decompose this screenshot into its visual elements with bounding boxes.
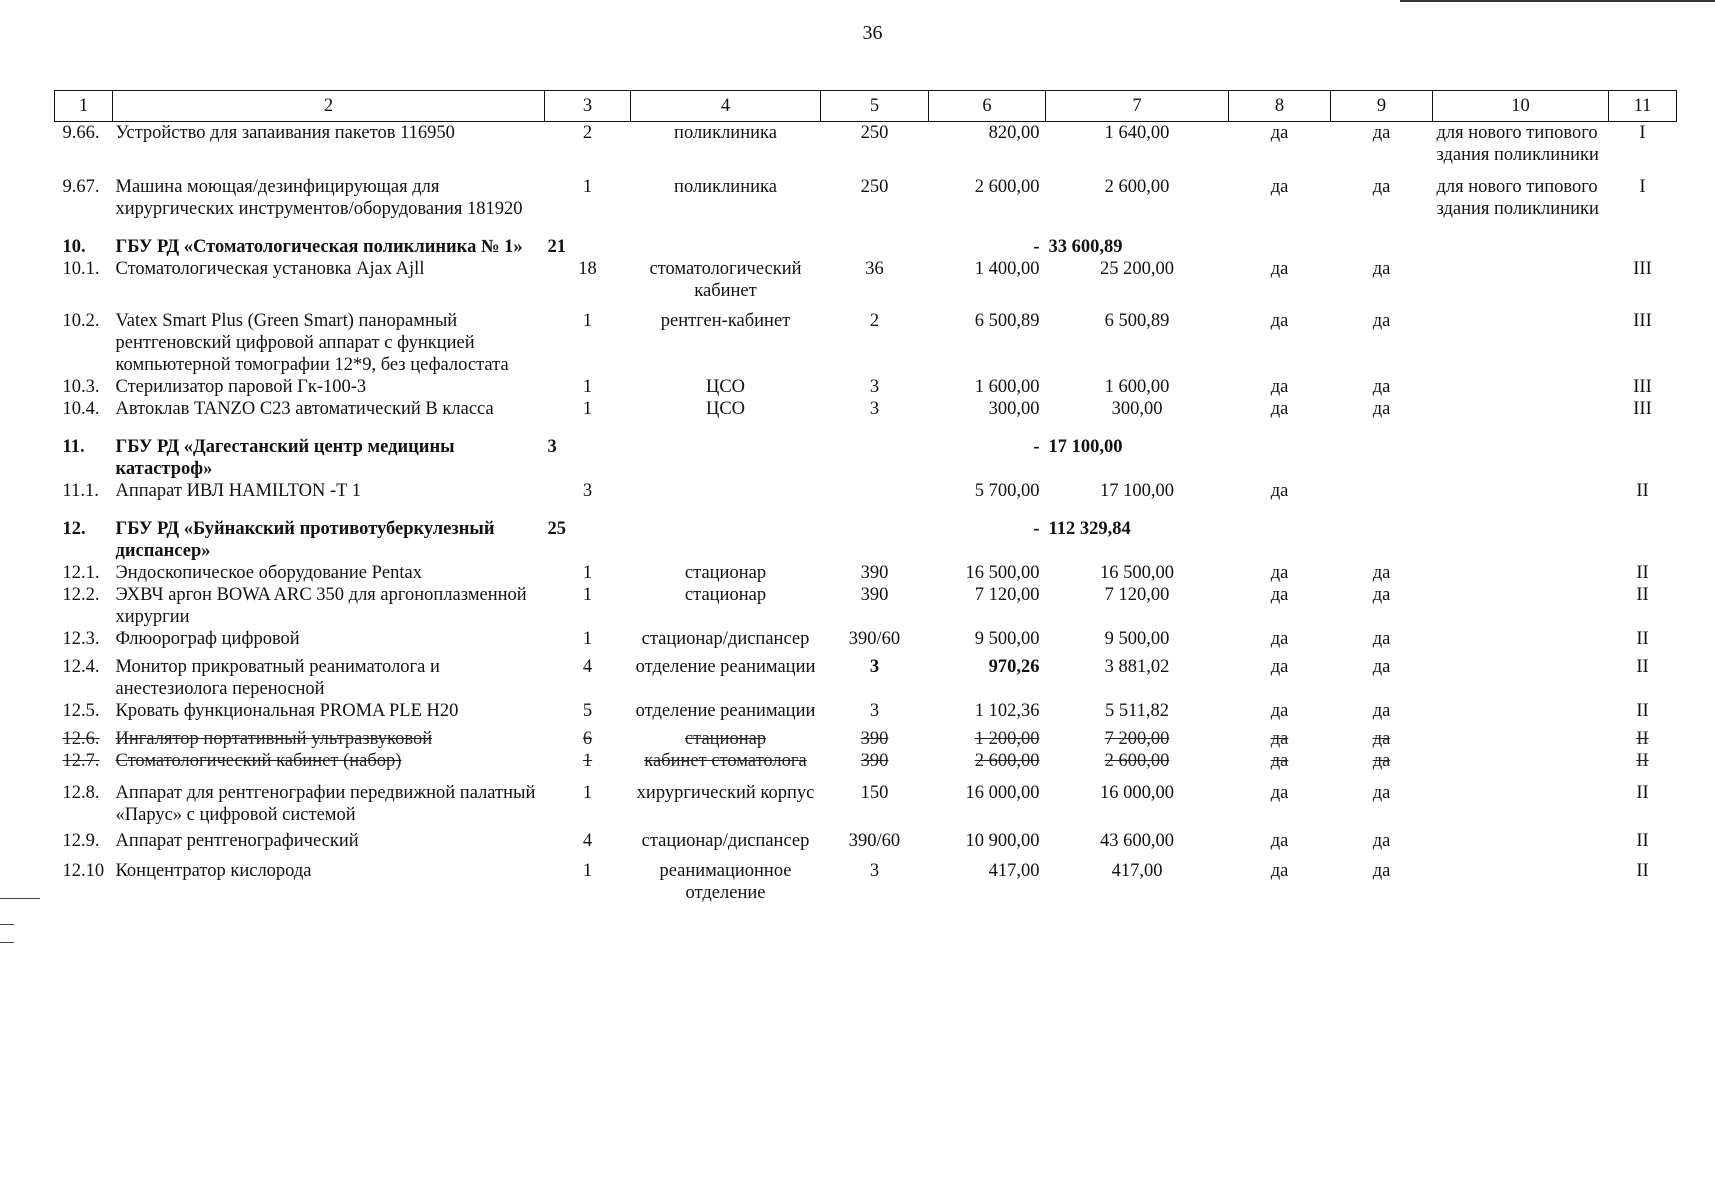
row-number: 11. bbox=[62, 437, 85, 457]
equipment-name: Концентратор кислорода bbox=[115, 861, 312, 881]
note bbox=[1433, 398, 1609, 420]
column-8-flag: да bbox=[1270, 729, 1289, 749]
row-number: 10.2. bbox=[62, 311, 100, 331]
group-row bbox=[55, 420, 1677, 480]
unit-price: 5 700,00 bbox=[974, 481, 1040, 501]
column-8-flag: да bbox=[1270, 657, 1289, 677]
column-header: 8 bbox=[1229, 91, 1331, 122]
column-9-flag bbox=[1331, 220, 1433, 258]
column-8-flag: да bbox=[1270, 563, 1289, 583]
note bbox=[1433, 220, 1609, 258]
placement: стационар/диспансер bbox=[641, 629, 810, 649]
placement: стационар bbox=[684, 729, 767, 749]
note bbox=[1433, 772, 1609, 826]
column-9-flag: да bbox=[1372, 259, 1391, 279]
unit-price: 16 000,00 bbox=[965, 783, 1040, 803]
area bbox=[821, 220, 929, 258]
column-8-flag: да bbox=[1270, 783, 1289, 803]
column-8-flag: да bbox=[1270, 585, 1289, 605]
total-cost: 1 600,00 bbox=[1104, 377, 1170, 397]
class: II bbox=[1636, 783, 1649, 803]
row-number: 10. bbox=[62, 237, 86, 257]
table-row bbox=[55, 650, 1677, 700]
quantity: 1 bbox=[582, 783, 593, 803]
quantity: 4 bbox=[582, 831, 593, 851]
row-number: 12.7. bbox=[62, 751, 100, 771]
table-row bbox=[55, 826, 1677, 852]
quantity: 1 bbox=[582, 377, 593, 397]
note: для нового типового здания поликлиники bbox=[1436, 177, 1599, 219]
column-9-flag: да bbox=[1372, 585, 1391, 605]
unit-price: 2 600,00 bbox=[974, 751, 1040, 771]
quantity: 6 bbox=[582, 729, 593, 749]
total-cost: 2 600,00 bbox=[1104, 177, 1170, 197]
note bbox=[1433, 750, 1609, 772]
class: II bbox=[1636, 751, 1649, 771]
class: II bbox=[1636, 481, 1649, 501]
unit-price: 6 500,89 bbox=[974, 311, 1040, 331]
total-cost: 112 329,84 bbox=[1048, 519, 1131, 539]
row-number: 12.4. bbox=[62, 657, 100, 677]
quantity: 1 bbox=[582, 177, 593, 197]
page-number: 36 bbox=[862, 22, 883, 44]
total-cost: 9 500,00 bbox=[1104, 629, 1170, 649]
note bbox=[1433, 826, 1609, 852]
class: II bbox=[1636, 657, 1649, 677]
column-9-flag: да bbox=[1372, 861, 1391, 881]
column-header: 2 bbox=[113, 91, 545, 122]
equipment-name: Аппарат ИВЛ HAMILTON -T 1 bbox=[115, 481, 361, 501]
equipment-name: Аппарат рентгенографический bbox=[115, 831, 359, 851]
equipment-name: Стерилизатор паровой Гк-100-3 bbox=[115, 377, 367, 397]
column-8-flag bbox=[1229, 420, 1331, 480]
column-8-flag: да bbox=[1270, 377, 1289, 397]
class: II bbox=[1636, 629, 1649, 649]
placement bbox=[631, 502, 821, 562]
row-number: 10.3. bbox=[62, 377, 100, 397]
total-cost: 5 511,82 bbox=[1104, 701, 1170, 721]
area: 3 bbox=[869, 399, 880, 419]
quantity: 5 bbox=[582, 701, 593, 721]
quantity: 1 bbox=[582, 585, 593, 605]
total-cost: 6 500,89 bbox=[1104, 311, 1170, 331]
column-8-flag: да bbox=[1270, 701, 1289, 721]
row-number: 12.8. bbox=[62, 783, 100, 803]
total-cost: 43 600,00 bbox=[1100, 831, 1174, 851]
table-row bbox=[55, 398, 1677, 420]
class: II bbox=[1636, 831, 1649, 851]
column-header: 5 bbox=[821, 91, 929, 122]
table-row bbox=[55, 166, 1677, 220]
row-number: 10.4. bbox=[62, 399, 100, 419]
class: II bbox=[1636, 729, 1649, 749]
area: 250 bbox=[860, 123, 889, 143]
placement: поликлиника bbox=[674, 177, 777, 197]
column-8-flag: да bbox=[1270, 481, 1289, 501]
quantity: 1 bbox=[582, 563, 593, 583]
table-row bbox=[55, 122, 1677, 167]
total-cost: 300,00 bbox=[1111, 399, 1163, 419]
column-9-flag: да bbox=[1372, 831, 1391, 851]
row-number: 12.5. bbox=[62, 701, 100, 721]
class: III bbox=[1633, 311, 1652, 331]
column-9-flag: да bbox=[1372, 123, 1391, 143]
column-9-flag: да bbox=[1372, 311, 1391, 331]
column-9-flag: да bbox=[1372, 657, 1391, 677]
equipment-name: Устройство для запаивания пакетов 116950 bbox=[115, 123, 455, 143]
placement: отделение реанимации bbox=[635, 657, 816, 677]
total-cost: 25 200,00 bbox=[1100, 259, 1174, 279]
equipment-table-container bbox=[54, 90, 1676, 904]
column-header: 11 bbox=[1609, 91, 1677, 122]
class: III bbox=[1633, 399, 1652, 419]
placement bbox=[631, 220, 821, 258]
column-9-flag: да bbox=[1372, 729, 1391, 749]
column-header: 7 bbox=[1046, 91, 1229, 122]
column-9-flag: да bbox=[1372, 399, 1391, 419]
table-row bbox=[55, 302, 1677, 376]
column-8-flag: да bbox=[1270, 629, 1289, 649]
row-number: 12.10 bbox=[62, 861, 105, 881]
area: 3 bbox=[869, 657, 880, 677]
total-cost: 17 100,00 bbox=[1048, 437, 1123, 457]
equipment-name: Vatex Smart Plus (Green Smart) панорамный рентгеновский цифровой аппарат с функцией компьютерной томографии 12*9, без цефалостата bbox=[115, 311, 509, 375]
column-8-flag: да bbox=[1270, 399, 1289, 419]
table-row bbox=[55, 562, 1677, 584]
total-cost: 33 600,89 bbox=[1048, 237, 1123, 257]
quantity: 1 bbox=[582, 629, 593, 649]
area: 2 bbox=[869, 311, 880, 331]
unit-price: 16 500,00 bbox=[965, 563, 1040, 583]
margin-mark bbox=[0, 924, 14, 925]
area: 150 bbox=[860, 783, 889, 803]
note bbox=[1433, 258, 1609, 302]
placement: отделение реанимации bbox=[635, 701, 816, 721]
equipment-name: Монитор прикроватный реаниматолога и анестезиолога переносной bbox=[115, 657, 440, 699]
placement bbox=[631, 480, 821, 502]
quantity: 25 bbox=[547, 519, 566, 539]
table-row bbox=[55, 852, 1677, 904]
equipment-name: Флюорограф цифровой bbox=[115, 629, 300, 649]
row-number: 12.9. bbox=[62, 831, 100, 851]
note bbox=[1433, 420, 1609, 480]
row-number: 11.1. bbox=[62, 481, 99, 501]
column-9-flag bbox=[1331, 420, 1433, 480]
area: 390 bbox=[860, 729, 889, 749]
row-number: 9.66. bbox=[62, 123, 100, 143]
equipment-name: Ингалятор портативный ультразвуковой bbox=[115, 729, 433, 749]
group-row bbox=[55, 502, 1677, 562]
column-9-flag: да bbox=[1372, 751, 1391, 771]
top-edge-rule bbox=[1400, 0, 1715, 2]
unit-price: 10 900,00 bbox=[965, 831, 1040, 851]
class: II bbox=[1636, 861, 1649, 881]
unit-price: 1 200,00 bbox=[974, 729, 1040, 749]
column-header: 4 bbox=[631, 91, 821, 122]
class: III bbox=[1633, 259, 1652, 279]
column-9-flag bbox=[1331, 502, 1433, 562]
quantity: 3 bbox=[582, 481, 593, 501]
area: 36 bbox=[865, 259, 884, 279]
quantity: 2 bbox=[582, 123, 593, 143]
equipment-name: ГБУ РД «Дагестанский центр медицины катастроф» bbox=[115, 437, 455, 479]
class: III bbox=[1633, 377, 1652, 397]
quantity: 1 bbox=[582, 861, 593, 881]
column-number-header-row bbox=[55, 91, 1677, 122]
column-header: 3 bbox=[545, 91, 631, 122]
row-number: 9.67. bbox=[62, 177, 100, 197]
row-number: 12.1. bbox=[62, 563, 100, 583]
table-row bbox=[55, 480, 1677, 502]
equipment-name: Автоклав TANZO C23 автоматический В класса bbox=[115, 399, 494, 419]
row-number: 12.6. bbox=[62, 729, 100, 749]
placement: кабинет стоматолога bbox=[644, 751, 807, 771]
placement: ЦСО bbox=[705, 399, 746, 419]
class: I bbox=[1639, 177, 1646, 197]
row-number: 12.3. bbox=[62, 629, 100, 649]
class: I bbox=[1639, 123, 1646, 143]
area bbox=[821, 502, 929, 562]
area: 390 bbox=[860, 751, 889, 771]
column-9-flag: да bbox=[1372, 629, 1391, 649]
note bbox=[1433, 852, 1609, 904]
placement: поликлиника bbox=[674, 123, 777, 143]
table-body bbox=[55, 122, 1677, 905]
area bbox=[821, 420, 929, 480]
unit-price: 417,00 bbox=[988, 861, 1040, 881]
total-cost: 1 640,00 bbox=[1104, 123, 1170, 143]
total-cost: 16 000,00 bbox=[1100, 783, 1174, 803]
placement bbox=[631, 420, 821, 480]
column-8-flag: да bbox=[1270, 259, 1289, 279]
column-9-flag: да bbox=[1372, 563, 1391, 583]
placement: рентген-кабинет bbox=[660, 311, 791, 331]
placement: ЦСО bbox=[705, 377, 746, 397]
unit-price: 970,26 bbox=[988, 657, 1040, 677]
group-row bbox=[55, 220, 1677, 258]
note bbox=[1433, 628, 1609, 650]
area: 250 bbox=[860, 177, 889, 197]
column-header: 1 bbox=[55, 91, 113, 122]
note bbox=[1433, 650, 1609, 700]
area: 390/60 bbox=[848, 831, 901, 851]
equipment-name: Кровать функциональная PROMA PLE H20 bbox=[115, 701, 459, 721]
column-9-flag: да bbox=[1372, 701, 1391, 721]
total-cost: 3 881,02 bbox=[1104, 657, 1170, 677]
quantity: 21 bbox=[547, 237, 566, 257]
note bbox=[1433, 562, 1609, 584]
class bbox=[1609, 420, 1677, 480]
unit-price: 1 102,36 bbox=[974, 701, 1040, 721]
equipment-name: Стоматологическая установка Ajax Ajll bbox=[115, 259, 425, 279]
placement: хирургический корпус bbox=[636, 783, 815, 803]
column-8-flag: да bbox=[1270, 311, 1289, 331]
column-8-flag: да bbox=[1270, 861, 1289, 881]
table-row bbox=[55, 584, 1677, 628]
note bbox=[1433, 376, 1609, 398]
area: 3 bbox=[869, 861, 880, 881]
class: II bbox=[1636, 585, 1649, 605]
quantity: 1 bbox=[582, 399, 593, 419]
class bbox=[1609, 220, 1677, 258]
column-9-flag bbox=[1331, 480, 1433, 502]
quantity: 1 bbox=[582, 751, 593, 771]
table-row bbox=[55, 700, 1677, 722]
quantity: 18 bbox=[578, 259, 597, 279]
column-8-flag: да bbox=[1270, 831, 1289, 851]
unit-price: - bbox=[1033, 519, 1040, 539]
total-cost: 16 500,00 bbox=[1100, 563, 1174, 583]
unit-price: 7 120,00 bbox=[974, 585, 1040, 605]
column-header: 10 bbox=[1433, 91, 1609, 122]
total-cost: 7 120,00 bbox=[1104, 585, 1170, 605]
area: 3 bbox=[869, 377, 880, 397]
table-row bbox=[55, 772, 1677, 826]
note bbox=[1433, 502, 1609, 562]
area bbox=[821, 480, 929, 502]
column-8-flag: да bbox=[1270, 123, 1289, 143]
total-cost: 7 200,00 bbox=[1104, 729, 1170, 749]
quantity: 1 bbox=[582, 311, 593, 331]
quantity: 3 bbox=[547, 437, 557, 457]
class bbox=[1609, 502, 1677, 562]
unit-price: - bbox=[1033, 237, 1040, 257]
total-cost: 2 600,00 bbox=[1104, 751, 1170, 771]
note bbox=[1433, 700, 1609, 722]
table-row bbox=[55, 258, 1677, 302]
column-8-flag bbox=[1229, 220, 1331, 258]
unit-price: 2 600,00 bbox=[974, 177, 1040, 197]
table-row bbox=[55, 376, 1677, 398]
note bbox=[1433, 302, 1609, 376]
area: 390 bbox=[860, 585, 889, 605]
equipment-name: ГБУ РД «Стоматологическая поликлиника № 1» bbox=[115, 237, 523, 257]
total-cost: 417,00 bbox=[1111, 861, 1163, 881]
unit-price: 300,00 bbox=[988, 399, 1040, 419]
equipment-name: Машина моющая/дезинфицирующая для хирургических инструментов/оборудования 181920 bbox=[115, 177, 523, 219]
placement: реанимационное отделение bbox=[659, 861, 792, 903]
table-row bbox=[55, 628, 1677, 650]
equipment-name: Стоматологический кабинет (набор) bbox=[115, 751, 402, 771]
unit-price: 820,00 bbox=[988, 123, 1040, 143]
placement: стационар bbox=[684, 563, 767, 583]
quantity: 4 bbox=[582, 657, 593, 677]
equipment-name: ГБУ РД «Буйнакский противотуберкулезный диспансер» bbox=[115, 519, 495, 561]
unit-price: 1 600,00 bbox=[974, 377, 1040, 397]
table-row bbox=[55, 722, 1677, 750]
area: 3 bbox=[869, 701, 880, 721]
column-8-flag bbox=[1229, 502, 1331, 562]
equipment-name: Аппарат для рентгенографии передвижной палатный «Парус» с цифровой системой bbox=[115, 783, 536, 825]
note bbox=[1433, 584, 1609, 628]
equipment-table bbox=[54, 90, 1677, 904]
unit-price: 1 400,00 bbox=[974, 259, 1040, 279]
column-9-flag: да bbox=[1372, 377, 1391, 397]
row-number: 10.1. bbox=[62, 259, 100, 279]
margin-mark bbox=[0, 898, 40, 899]
column-header: 9 bbox=[1331, 91, 1433, 122]
row-number: 12.2. bbox=[62, 585, 100, 605]
total-cost: 17 100,00 bbox=[1100, 481, 1174, 501]
equipment-name: ЭХВЧ аргон BOWA ARC 350 для аргоноплазменной хирургии bbox=[115, 585, 527, 627]
class: II bbox=[1636, 563, 1649, 583]
column-8-flag: да bbox=[1270, 751, 1289, 771]
note bbox=[1433, 722, 1609, 750]
area: 390/60 bbox=[848, 629, 901, 649]
unit-price: - bbox=[1033, 437, 1040, 457]
note: для нового типового здания поликлиники bbox=[1436, 123, 1599, 165]
placement: стоматологический кабинет bbox=[649, 259, 802, 301]
class: II bbox=[1636, 701, 1649, 721]
placement: стационар bbox=[684, 585, 767, 605]
column-8-flag: да bbox=[1270, 177, 1289, 197]
note bbox=[1433, 480, 1609, 502]
equipment-name: Эндоскопическое оборудование Pentax bbox=[115, 563, 422, 583]
column-header: 6 bbox=[929, 91, 1046, 122]
row-number: 12. bbox=[62, 519, 86, 539]
unit-price: 9 500,00 bbox=[974, 629, 1040, 649]
margin-mark bbox=[0, 942, 14, 943]
table-row bbox=[55, 750, 1677, 772]
placement: стационар/диспансер bbox=[641, 831, 810, 851]
column-9-flag: да bbox=[1372, 783, 1391, 803]
area: 390 bbox=[860, 563, 889, 583]
column-9-flag: да bbox=[1372, 177, 1391, 197]
